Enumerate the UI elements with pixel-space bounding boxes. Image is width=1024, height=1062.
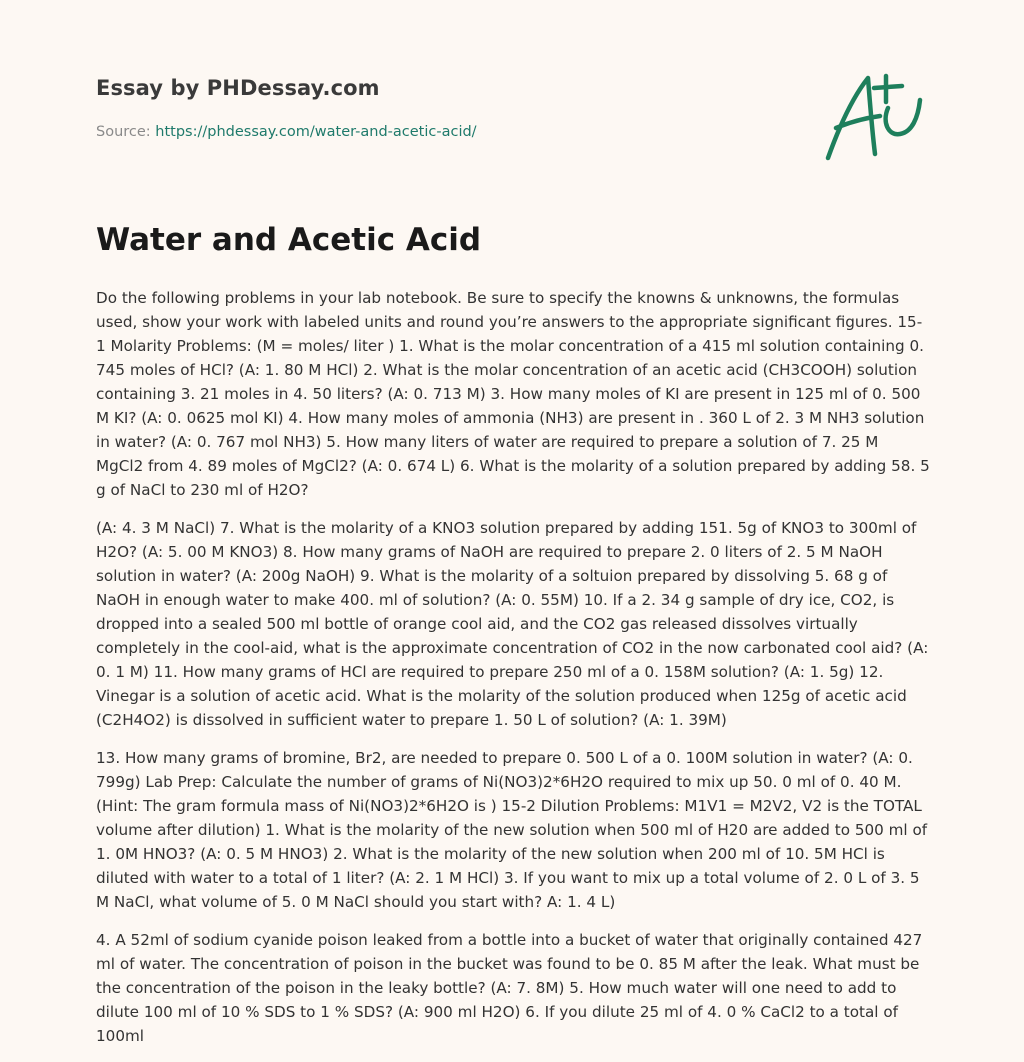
essay-body: [96, 286, 930, 1062]
a-plus-logo-icon: [822, 68, 928, 164]
source-line: [96, 124, 477, 140]
page-title: Water and Acetic Acid: [96, 222, 482, 258]
paragraph: 13. How many grams of bromine, Br2, are needed to prepare 0. 500 L of a 0. 100M solution in water? (A: 0. 799g) Lab Prep: Calculate the number of grams of Ni(NO3)2*6H2O required to mix up 50. 0 ml of 0. 40 M. (Hint: The gram formula mass of Ni(NO3)2*6H2O is ) 15-2 Dilution Problems: M1V1 = M2V2, V2 is the TOTAL volume after dilution) 1. What is the molarity of the new solution when 500 ml of H20 are added to 500 ml of 1. 0M HNO3? (A: 0. 5 M HNO3) 2. What is the molarity of the new solution when 200 ml of 10. 5M HCl is diluted with water to a total of 1 liter? (A: 2. 1 M HCl) 3. If you want to mix up a total volume of 2. 0 L of 3. 5 M NaCl, what volume of 5. 0 M NaCl should you start with? A: 1. 4 L): [96, 749, 928, 911]
paragraph: (A: 4. 3 M NaCl) 7. What is the molarity of a KNO3 solution prepared by adding 151. 5g of KNO3 to 300ml of H2O? (A: 5. 00 M KNO3) 8. How many grams of NaOH are required to prepare 2. 0 liters of 2. 5 M NaOH solution in water? (A: 200g NaOH) 9. What is the molarity of a soltuion prepared by dissolving 5. 68 g of NaOH in enough water to make 400. ml of solution? (A: 0. 55M) 10. If a 2. 34 g sample of dry ice, CO2, is dropped into a sealed 500 ml bottle of orange cool aid, and the CO2 gas released dissolves virtually completely in the cool-aid, what is the approximate concentration of CO2 in the now carbonated cool aid? (A: 0. 1 M) 11. How many grams of HCl are required to prepare 250 ml of a 0. 158M solution? (A: 1. 5g) 12. Vinegar is a solution of acetic acid. What is the molarity of the solution produced when 125g of acetic acid (C2H4O2) is dissolved in sufficient water to prepare 1. 50 L of solution? (A: 1. 39M): [96, 519, 929, 729]
site-brand: Essay by PHDessay.com: [96, 76, 380, 100]
paragraph: 4. A 52ml of sodium cyanide poison leaked from a bottle into a bucket of water that originally contained 427 ml of water. The concentration of poison in the bucket was found to be 0. 85 M after the leak. What must be the concentration of the poison in the leaky bottle? (A: 7. 8M) 5. How much water will one need to add to dilute 100 ml of 10 % SDS to 1 % SDS? (A: 900 ml H2O) 6. If you dilute 25 ml of 4. 0 % CaCl2 to a total of 100ml: [96, 931, 923, 1045]
source-link[interactable]: https://phdessay.com/water-and-acetic-acid/: [155, 124, 477, 140]
paragraph: Do the following problems in your lab notebook. Be sure to specify the knowns & unknowns, the formulas used, show your work with labeled units and round you’re answers to the appropriate significant figures. 15-1 Molarity Problems: (M = moles/ liter ) 1. What is the molar concentration of a 415 ml solution containing 0. 745 moles of HCl? (A: 1. 80 M HCl) 2. What is the molar concentration of an acetic acid (CH3COOH) solution containing 3. 21 moles in 4. 50 liters? (A: 0. 713 M) 3. How many moles of KI are present in 125 ml of 0. 500 M KI? (A: 0. 0625 mol KI) 4. How many moles of ammonia (NH3) are present in . 360 L of 2. 3 M NH3 solution in water? (A: 0. 767 mol NH3) 5. How many liters of water are required to prepare a solution of 7. 25 M MgCl2 from 4. 89 moles of MgCl2? (A: 0. 674 L) 6. What is the molarity of a solution prepared by adding 58. 5 g of NaCl to 230 ml of H2O?: [96, 289, 930, 499]
source-label: Source:: [96, 124, 151, 140]
a-plus-logo-graphic: [822, 68, 928, 164]
